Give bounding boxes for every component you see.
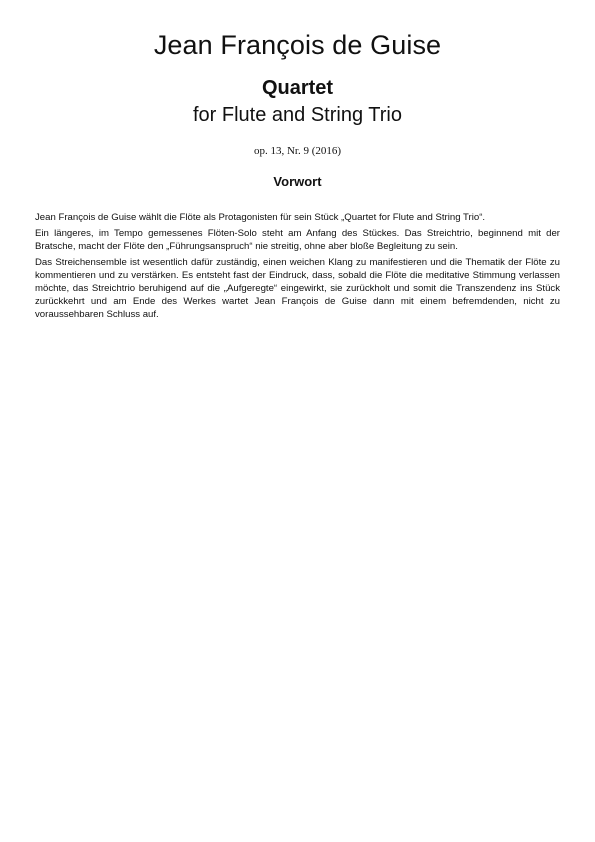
work-subtitle: for Flute and String Trio xyxy=(193,104,402,126)
opus-number: op. 13, Nr. 9 (2016) xyxy=(253,145,342,157)
preface-heading: Vorwort xyxy=(273,174,322,189)
work-title: Quartet xyxy=(261,77,334,99)
preface-paragraph: Das Streichensemble ist wesentlich dafür zuständig, einen weichen Klang zu manifestieren und die Thematik der Flöte zu kommentieren und zu verstärken. Es entsteht fast der Eindruck, dass, sobald die Flöte die meditative Stimmung verlassen möchte, das Streichtrio beruhigend auf die „Aufgeregte“ eingewirkt, sie zurückholt und somit die Transzendenz ins Stück zurückkehrt und am Ende des Werkes wartet Jean François de Guise dann mit einem befremdenden, nicht zu voraussehbaren Schluss auf. xyxy=(35,257,560,320)
composer-name: Jean François de Guise xyxy=(153,30,442,60)
preface-paragraph: Ein längeres, im Tempo gemessenes Flöten-Solo steht am Anfang des Stückes. Das Streichtrio, beginnend mit der Bratsche, macht der Flöte den „Führungsanspruch“ nie streitig, ohne aber bloße Begleitung zu sein. xyxy=(35,228,560,252)
preface-paragraph: Jean François de Guise wählt die Flöte als Protagonisten für sein Stück „Quartet for Flute and String Trio“. xyxy=(35,212,486,223)
preface-body xyxy=(35,211,560,324)
